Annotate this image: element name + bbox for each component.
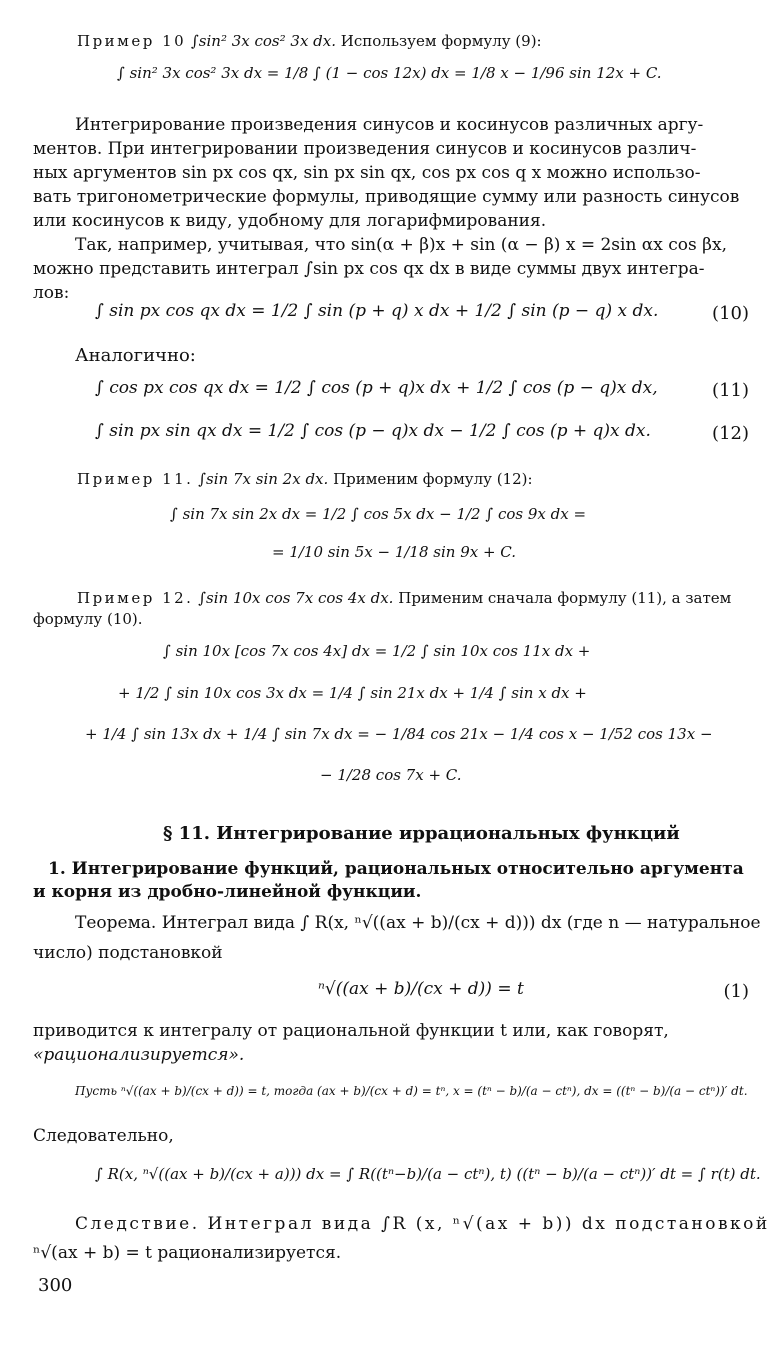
example10-line [77,34,542,49]
substitution-formula: ⁿ√((ax + b)/(cx + d)) = t [318,979,524,999]
example10-integral: ∫sin² 3x cos² 3x dx. [190,32,337,50]
products-example-1: Так, например, учитывая, что sin(α + β)x + sin (α − β) x = 2sin αx cos βx, [75,235,727,255]
example11-line [77,472,533,487]
example10-tail: Используем формулу (9): [340,32,542,50]
after-line-1: приводится к интегралу от рациональной функции t или, как говорят, [33,1021,669,1041]
corollary-line-1 [75,1216,770,1233]
hence-label: Следовательно, [33,1126,174,1146]
products-example-2: можно представить интеграл ∫sin px cos qx dx в виде суммы двух интегра- [33,259,705,279]
products-line-4: вать тригонометрические формулы, приводящие сумму или разность синусов [33,187,740,207]
corollary-text: Следствие. Интеграл вида ∫R (x, ⁿ√(ax + b)) dx подстановкой [75,1214,770,1234]
example11-integral: ∫sin 7x sin 2x dx. [198,470,329,488]
formula-12-number: (12) [712,423,749,444]
example10-label: Пример 10 [77,32,187,50]
section-11-subtitle-2: и корня из дробно-линейной функции. [33,882,422,902]
example10-formula: ∫ sin² 3x cos² 3x dx = 1/8 ∫ (1 − cos 12x) dx = 1/8 x − 1/96 sin 12x + C. [117,64,662,82]
formula-11-number: (11) [712,380,749,401]
example12-formula-4: − 1/28 cos 7x + C. [320,766,462,784]
example12-formula-1: ∫ sin 10x [cos 7x cos 4x] dx = 1/2 ∫ sin 10x cos 11x dx + [163,642,591,660]
products-example-3: лов: [33,283,70,303]
products-line-3: ных аргументов sin px cos qx, sin px sin qx, cos px cos q x можно использо- [33,163,701,183]
section-11-subtitle-1: 1. Интегрирование функций, рациональных относительно аргумента [48,859,744,879]
corollary-line-2: ⁿ√(ax + b) = t рационализируется. [33,1243,342,1263]
example11-formula-2: = 1/10 sin 5x − 1/18 sin 9x + C. [272,543,517,561]
example11-formula-1: ∫ sin 7x sin 2x dx = 1/2 ∫ cos 5x dx − 1/2 ∫ cos 9x dx = [170,505,587,523]
result-formula: ∫ R(x, ⁿ√((ax + b)/(cx + a))) dx = ∫ R((tⁿ−b)/(a − ctⁿ), t) ((tⁿ − b)/(a − ctⁿ))′ dt = ∫ r(t) dt. [95,1165,761,1183]
example12-tail-2: формулу (10). [33,610,143,628]
substitution-number: (1) [723,981,749,1002]
let-formula: Пусть ⁿ√((ax + b)/(cx + d)) = t, тогда (ax + b)/(cx + d) = tⁿ, x = (tⁿ − b)/(a − ctⁿ), dx = ((tⁿ − b)/(a − ctⁿ))′ dt. [75,1084,748,1098]
after-line-2: «рационализируется». [33,1045,245,1065]
formula-10-number: (10) [712,303,749,324]
formula-12: ∫ sin px sin qx dx = 1/2 ∫ cos (p − q)x dx − 1/2 ∫ cos (p + q)x dx. [95,421,651,441]
page-number: 300 [38,1275,73,1296]
formula-10: ∫ sin px cos qx dx = 1/2 ∫ sin (p + q) x dx + 1/2 ∫ sin (p − q) x dx. [95,301,659,321]
example11-tail: Применим формулу (12): [333,470,533,488]
example12-label: Пример 12. [77,589,194,607]
products-line-2: ментов. При интегрировании произведения синусов и косинусов различ- [33,139,697,159]
example12-line [77,591,731,606]
example12-tail: Применим сначала формулу (11), а затем [398,589,732,607]
products-line-1: Интегрирование произведения синусов и косинусов различных аргу- [75,115,704,135]
formula-11: ∫ cos px cos qx dx = 1/2 ∫ cos (p + q)x dx + 1/2 ∫ cos (p − q)x dx, [95,378,658,398]
example12-integral: ∫sin 10x cos 7x cos 4x dx. [198,589,394,607]
example12-formula-2: + 1/2 ∫ sin 10x cos 3x dx = 1/4 ∫ sin 21x dx + 1/4 ∫ sin x dx + [118,684,587,702]
analog-label: Аналогично: [75,345,196,366]
section-11-title: § 11. Интегрирование иррациональных функций [163,823,680,844]
products-line-5: или косинусов к виду, удобному для логарифмирования. [33,211,547,231]
theorem-line-2: число) подстановкой [33,943,223,963]
theorem-line-1: Теорема. Интеграл вида ∫ R(x, ⁿ√((ax + b)/(cx + d))) dx (где n — натуральное [75,913,761,933]
example11-label: Пример 11. [77,470,194,488]
example12-formula-3: + 1/4 ∫ sin 13x dx + 1/4 ∫ sin 7x dx = − 1/84 cos 21x − 1/4 cos x − 1/52 cos 13x − [85,725,713,743]
